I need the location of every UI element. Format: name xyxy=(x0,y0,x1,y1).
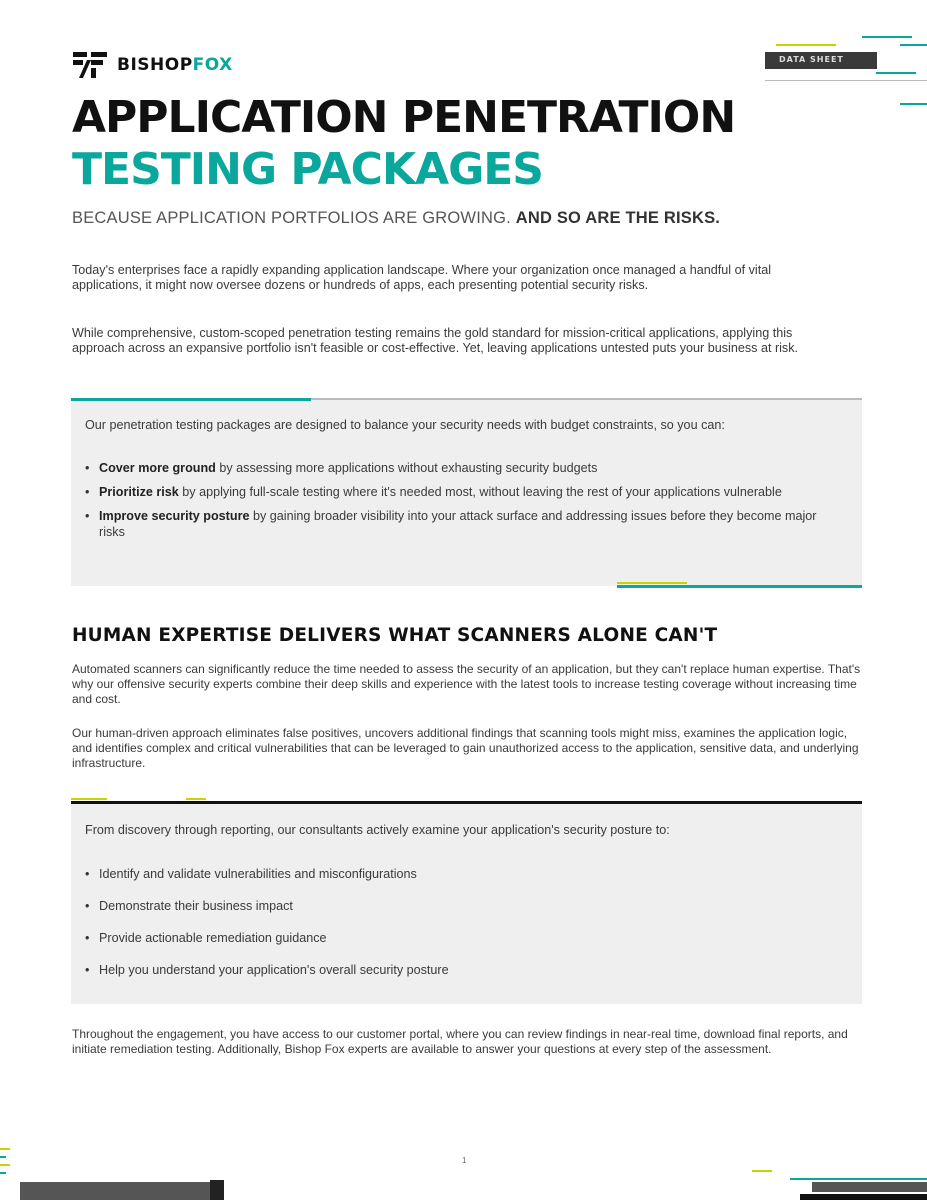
benefit-item-text: by assessing more applications without exhausting security budgets xyxy=(215,461,598,475)
examine-item: • Help you understand your application's overall security posture xyxy=(85,962,845,978)
consultants-list xyxy=(85,866,845,994)
page-number: 1 xyxy=(462,1156,467,1165)
intro-paragraph-2: While comprehensive, custom-scoped penetration testing remains the gold standard for mission-critical applications, applying this approach across an expansive portfolio isn't feasible or cost-effective. Yet, leaving applications untested puts your business at risk. xyxy=(72,326,799,355)
data-sheet-label: DATA SHEET xyxy=(779,55,844,64)
benefit-item-text: by gaining broader visibility into your attack surface and addressing issues before they become major risks xyxy=(99,509,817,539)
section2-paragraph-1: Automated scanners can significantly reduce the time needed to assess the security of an application, but they can't replace human expertise. That's why our offensive security experts combine their deep skills and experience with the latest tools to increase testing coverage without increasing time and cost. xyxy=(72,662,861,706)
benefit-item-bold: Improve security posture xyxy=(99,509,250,523)
logo xyxy=(73,52,233,78)
benefit-item-text: by applying full-scale testing where it's needed most, without leaving the rest of your applications vulnerable xyxy=(178,485,782,499)
benefit-item xyxy=(85,508,845,540)
benefit-item-bold: Prioritize risk xyxy=(99,485,179,499)
benefit-item-bold: Cover more ground xyxy=(99,461,216,475)
page-subtitle: BECAUSE APPLICATION PORTFOLIOS ARE GROWING. AND SO ARE THE RISKS. xyxy=(72,209,721,227)
benefits-intro: Our penetration testing packages are designed to balance your security needs with budget constraints, so you can: xyxy=(85,418,725,432)
packages-benefits-box xyxy=(71,400,862,586)
section-heading-human-expertise: HUMAN EXPERTISE DELIVERS WHAT SCANNERS ALONE CAN'T xyxy=(72,625,718,646)
benefit-item xyxy=(85,484,845,500)
examine-item: • Demonstrate their business impact xyxy=(85,898,845,914)
page-title-line-1: APPLICATION PENETRATION xyxy=(72,92,736,143)
consultants-examine-box xyxy=(71,804,862,1004)
footer-decoration xyxy=(0,1140,927,1200)
logo-wordmark: BISHOPFOX xyxy=(117,55,233,75)
benefit-item xyxy=(85,460,845,476)
intro-paragraph-1: Today's enterprises face a rapidly expanding application landscape. Where your organization once managed a handful of vital applications, it might now oversee dozens or hundreds of apps, each presenting potential security risks. xyxy=(72,263,771,292)
page-title-line-2: TESTING PACKAGES xyxy=(72,144,543,195)
examine-item: • Provide actionable remediation guidance xyxy=(85,930,845,946)
closing-paragraph: Throughout the engagement, you have access to our customer portal, where you can review findings in near-real time, download final reports, and initiate remediation testing. Additionally, Bishop Fox experts are available to answer your questions at every step of the assessment. xyxy=(72,1027,848,1056)
data-sheet-tag xyxy=(765,52,877,69)
consultants-intro: From discovery through reporting, our consultants actively examine your application's security posture to: xyxy=(85,823,670,837)
bishop-fox-logo-icon xyxy=(73,52,109,78)
benefits-list xyxy=(85,460,845,548)
examine-item: • Identify and validate vulnerabilities and misconfigurations xyxy=(85,866,845,882)
section2-paragraph-2: Our human-driven approach eliminates false positives, uncovers additional findings that scanning tools might miss, examines the application logic, and identifies complex and critical vulnerabilities that can be leveraged to gain unauthorized access to the application, sensitive data, and underlying infrastructure. xyxy=(72,726,859,770)
